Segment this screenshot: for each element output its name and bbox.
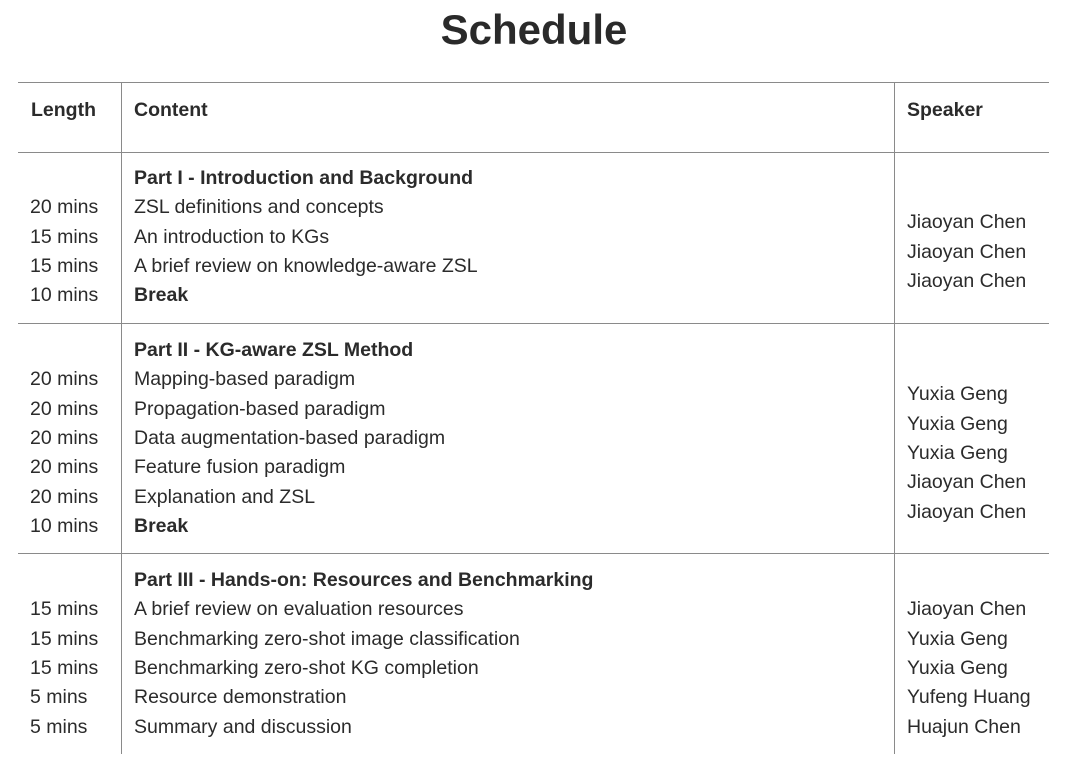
row-length: 15 mins — [30, 656, 99, 679]
row-speaker: Jiaoyan Chen — [907, 240, 1027, 263]
section-heading: Part III - Hands-on: Resources and Benchmarking — [134, 569, 594, 591]
header-content: Content — [134, 99, 208, 121]
row-content: A brief review on knowledge-aware ZSL — [134, 254, 478, 277]
row-length: 15 mins — [30, 225, 99, 248]
row-content: Benchmarking zero-shot KG completion — [134, 656, 479, 679]
section-heading: Part II - KG-aware ZSL Method — [134, 339, 414, 361]
row-content: Summary and discussion — [134, 715, 352, 738]
row-length: 10 mins — [30, 514, 99, 537]
row-content: Resource demonstration — [134, 686, 347, 709]
row-content: Benchmarking zero-shot image classification — [134, 627, 520, 650]
row-speaker: Yuxia Geng — [907, 627, 1008, 650]
break-label: Break — [134, 284, 189, 307]
section-heading: Part I - Introduction and Background — [134, 167, 474, 189]
row-speaker: Jiaoyan Chen — [907, 211, 1027, 234]
row-content: Data augmentation-based paradigm — [134, 426, 446, 449]
row-length: 20 mins — [30, 426, 99, 449]
row-length: 15 mins — [30, 627, 99, 650]
row-content: Propagation-based paradigm — [134, 397, 386, 420]
row-content: Feature fusion paradigm — [134, 456, 346, 479]
row-content: ZSL definitions and concepts — [134, 196, 384, 219]
row-length: 10 mins — [30, 284, 99, 307]
row-length: 20 mins — [30, 456, 99, 479]
row-length: 5 mins — [30, 715, 88, 738]
column-divider — [894, 82, 895, 754]
column-divider — [121, 82, 122, 754]
row-speaker: Yuxia Geng — [907, 412, 1008, 435]
row-speaker: Yuxia Geng — [907, 656, 1008, 679]
row-length: 20 mins — [30, 485, 99, 508]
row-speaker: Jiaoyan Chen — [907, 471, 1027, 494]
row-speaker: Huajun Chen — [907, 715, 1021, 738]
row-speaker: Yufeng Huang — [907, 686, 1031, 709]
row-length: 15 mins — [30, 598, 99, 621]
row-content: Explanation and ZSL — [134, 485, 316, 508]
row-content: An introduction to KGs — [134, 225, 330, 248]
row-content: A brief review on evaluation resources — [134, 598, 464, 621]
break-label: Break — [134, 514, 189, 537]
row-speaker: Jiaoyan Chen — [907, 269, 1027, 292]
row-content: Mapping-based paradigm — [134, 368, 356, 391]
row-length: 5 mins — [30, 686, 88, 709]
row-length: 20 mins — [30, 368, 99, 391]
header-speaker: Speaker — [907, 99, 983, 121]
row-length: 15 mins — [30, 254, 99, 277]
row-speaker: Yuxia Geng — [907, 441, 1008, 464]
header-length: Length — [31, 99, 96, 121]
row-length: 20 mins — [30, 397, 99, 420]
page-title: Schedule — [440, 6, 628, 53]
row-length: 20 mins — [30, 196, 99, 219]
row-speaker: Jiaoyan Chen — [907, 500, 1027, 523]
row-speaker: Yuxia Geng — [907, 383, 1008, 406]
row-speaker: Jiaoyan Chen — [907, 598, 1027, 621]
